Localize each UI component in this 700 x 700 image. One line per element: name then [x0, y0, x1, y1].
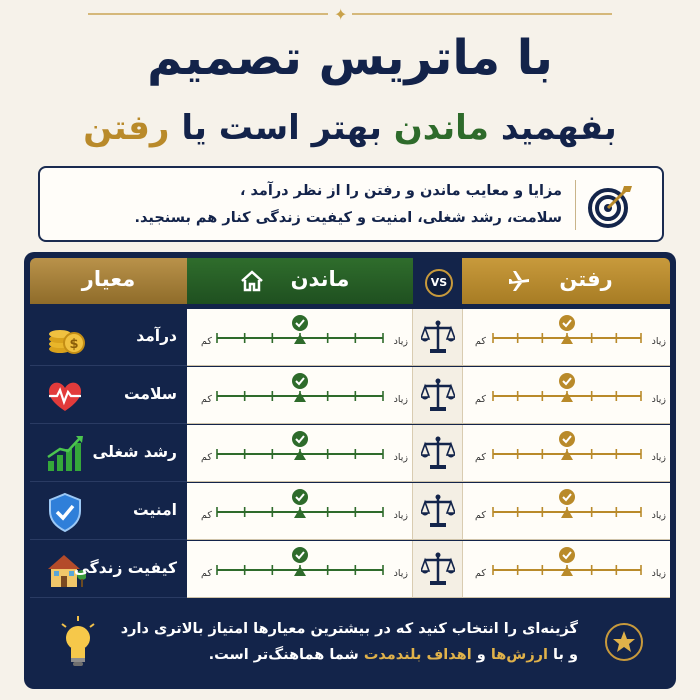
heart-pulse-icon [44, 375, 86, 417]
coins-icon [44, 317, 86, 359]
description-line1: مزایا و معایب ماندن و رفتن را از نظر درآمد ، [239, 183, 562, 199]
footer-part3: و [476, 647, 486, 663]
matrix-row [30, 483, 670, 540]
vs-cell [413, 541, 462, 598]
stay-scale-cell [187, 309, 413, 366]
matrix-row [30, 367, 670, 424]
header-criteria [30, 258, 187, 304]
scale-low-label: کم [475, 452, 486, 463]
header-go [462, 258, 670, 304]
decor-sparkle-icon: ✦ [334, 5, 348, 24]
scale-high-label: زیاد [393, 568, 408, 579]
matrix-row [30, 309, 670, 366]
scale-high-label: زیاد [393, 336, 408, 347]
criteria-label: سلامت [123, 385, 177, 403]
description-box [38, 166, 664, 242]
scale-low-label: کم [475, 510, 486, 521]
criteria-label: کیفیت زندگی [73, 559, 177, 577]
scale-high-label: زیاد [393, 452, 408, 463]
vs-cell [413, 425, 462, 482]
scale-low-label: کم [201, 394, 212, 405]
page-title: با ماتریس تصمیم [147, 30, 553, 86]
footer-goals: اهداف بلندمدت [363, 647, 472, 663]
scale-high-label: زیاد [651, 394, 666, 405]
scale-high-label: زیاد [651, 568, 666, 579]
shield-check-icon [44, 491, 86, 533]
scale-low-label: کم [201, 336, 212, 347]
balance-scale-icon [421, 377, 455, 413]
criteria-label: رشد شغلی [92, 443, 177, 461]
balance-scale-icon [421, 435, 455, 471]
vs-cell [413, 309, 462, 366]
scale-low-label: کم [475, 568, 486, 579]
criteria-label: امنیت [133, 501, 177, 519]
go-scale-cell [462, 309, 670, 366]
go-scale-cell [462, 541, 670, 598]
balance-scale-icon [421, 493, 455, 529]
subtitle-stay: ماندن [393, 108, 489, 148]
scale-high-label: زیاد [651, 336, 666, 347]
footer-line2 [108, 642, 578, 668]
stay-scale-cell [187, 541, 413, 598]
criteria-cell [30, 367, 187, 424]
stay-scale-cell [187, 483, 413, 540]
header-criteria-label: معیار [81, 267, 136, 291]
scale-high-label: زیاد [651, 452, 666, 463]
scale-low-label: کم [475, 336, 486, 347]
scale-low-label: کم [201, 452, 212, 463]
footer-part4: شما هماهنگ‌تر است. [208, 647, 359, 663]
home-icon [239, 268, 265, 294]
criteria-cell [30, 483, 187, 540]
airplane-icon [506, 268, 532, 294]
scale-high-label: زیاد [393, 394, 408, 405]
criteria-cell [30, 541, 187, 598]
header-stay-label: ماندن [290, 267, 350, 291]
header-stay [187, 258, 413, 304]
svg-text:$: $ [69, 337, 79, 352]
scale-low-label: کم [475, 394, 486, 405]
footer-line1: گزینه‌ای را انتخاب کنید که در بیشترین معیارها امتیاز بالاتری دارد [120, 621, 578, 637]
footer-tip [30, 602, 670, 683]
matrix-row [30, 425, 670, 482]
star-badge-icon [604, 622, 644, 662]
decision-matrix [24, 252, 676, 689]
criteria-cell [30, 309, 187, 366]
decor-line-right [352, 13, 612, 15]
stay-scale-cell [187, 425, 413, 482]
description-divider [575, 180, 576, 230]
target-icon [586, 182, 634, 230]
lightbulb-icon [58, 614, 98, 670]
scale-high-label: زیاد [651, 510, 666, 521]
scale-low-label: کم [201, 568, 212, 579]
criteria-label: درآمد [136, 327, 177, 345]
subtitle-go: رفتن [83, 108, 170, 148]
subtitle-part2: بهتر است یا [181, 108, 382, 148]
header-go-label: رفتن [559, 267, 613, 291]
growth-chart-icon [44, 433, 86, 475]
description-line2: سلامت، رشد شغلی، امنیت و کیفیت زندگی کنار هم بسنجید. [134, 210, 562, 226]
go-scale-cell [462, 425, 670, 482]
scale-high-label: زیاد [393, 510, 408, 521]
balance-scale-icon [421, 319, 455, 355]
description-text [62, 178, 562, 232]
vs-cell [413, 483, 462, 540]
page-subtitle [0, 108, 700, 148]
criteria-cell [30, 425, 187, 482]
footer-values: ارزش‌ها [490, 647, 548, 663]
balance-scale-icon [421, 551, 455, 587]
matrix-row [30, 541, 670, 598]
vs-badge: VS [425, 269, 453, 297]
go-scale-cell [462, 367, 670, 424]
vs-cell [413, 367, 462, 424]
go-scale-cell [462, 483, 670, 540]
footer-part2: و با [553, 647, 578, 663]
subtitle-part1: بفهمید [500, 108, 617, 148]
footer-text [108, 616, 578, 668]
decor-line-left [88, 13, 328, 15]
stay-scale-cell [187, 367, 413, 424]
scale-low-label: کم [201, 510, 212, 521]
